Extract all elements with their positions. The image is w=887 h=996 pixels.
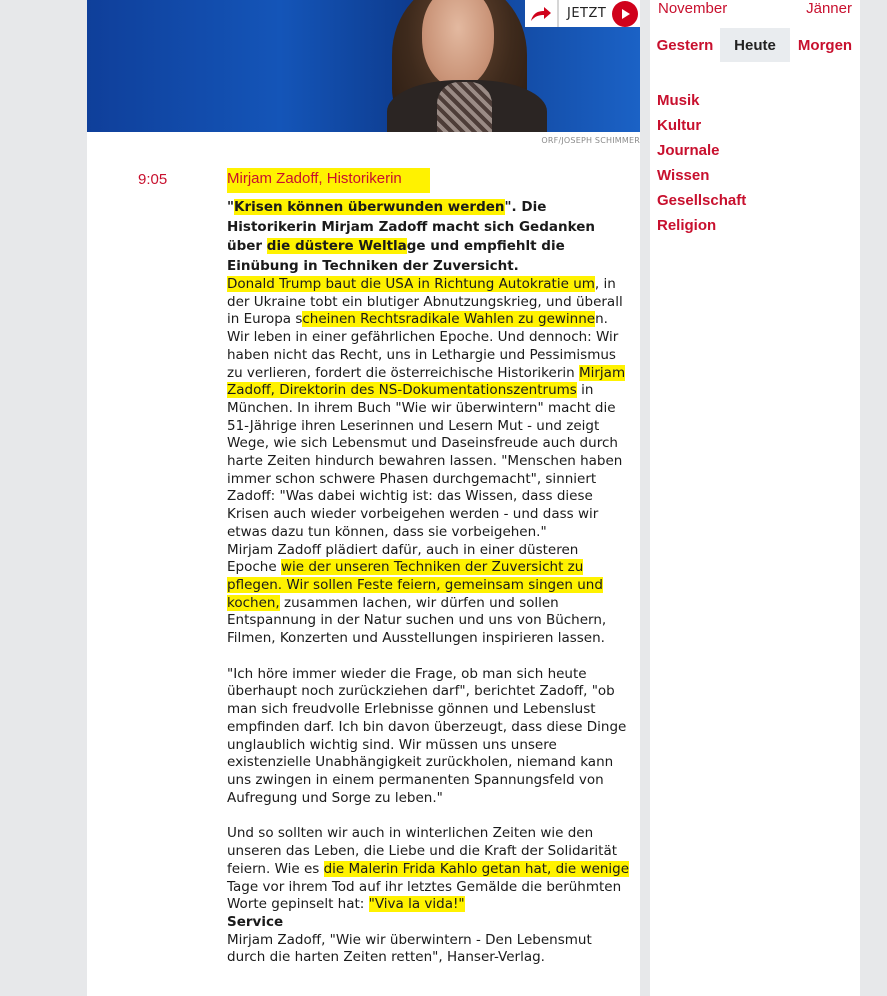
category-link-musik[interactable]: Musik <box>657 92 700 109</box>
text-highlight: Mirjam Zadoff, Direktorin des NS-Dokumentationszentrums <box>227 364 626 399</box>
article-paragraph-3: "Ich höre immer wieder die Frage, ob man sich heute überhaupt noch zurückziehen darf", berichtet Zadoff, "ob man sich freudvolle Erlebnisse gönnen und Lebenslust empfinden darf. Ich bin davon überzeugt, dass diese Dinge unglaublich wichtig sind. Wir müssen uns unsere existenzielle Unabhängigkeit zurückholen, niemand kann uns zwingen in einem permanenten Spannungsfeld von Aufregung und Sorge zu leben." <box>227 665 627 806</box>
text-highlight: die Malerin Frida Kahlo getan hat, die wenige <box>323 860 630 877</box>
hero-image <box>87 0 640 132</box>
lead-highlight: die düstere Weltla <box>266 238 407 254</box>
day-navigation <box>650 28 860 62</box>
lead-text: " <box>227 199 235 215</box>
category-list <box>657 92 746 242</box>
month-prev-link[interactable]: November <box>658 0 728 17</box>
category-link-wissen[interactable]: Wissen <box>657 167 710 184</box>
text-highlight: wie der unseren Techniken der Zuversicht zu pflegen. Wir sollen Feste feiern, gemeinsam singen und kochen, <box>227 559 603 611</box>
article-paragraph-4 <box>227 825 632 914</box>
day-next-link[interactable]: Morgen <box>797 36 853 54</box>
paragraph-gap <box>227 807 632 825</box>
article-paragraph-2 <box>227 542 632 648</box>
main-column <box>87 0 640 996</box>
live-stream-button[interactable] <box>525 0 640 27</box>
program-title-text[interactable]: Mirjam Zadoff, Historikerin <box>227 168 430 193</box>
portrait-scarf <box>437 82 492 132</box>
paragraph-text: Tage vor ihrem Tod auf ihr letztes Gemälde die berühmten Worte gepinselt hat: <box>227 878 622 913</box>
lead-text: ". Die Historikerin Mirjam Zadoff macht sich Gedanken über <box>227 199 595 254</box>
lead-highlight: Krisen können überwunden werden <box>234 199 505 215</box>
image-credit: ORF/JOSEPH SCHIMMER <box>541 136 640 145</box>
day-current-tab[interactable]: Heute <box>720 28 790 62</box>
sidebar <box>650 0 860 996</box>
paragraph-text: Und so sollten wir auch in winterlichen Zeiten wie den unseren das Leben, die Liebe und die Kraft der Solidarität feiern. Wie es <box>227 825 618 877</box>
play-icon[interactable] <box>612 1 638 27</box>
service-heading: Service <box>227 913 284 930</box>
service-text: Mirjam Zadoff, "Wie wir überwintern - Den Lebensmut durch die harten Zeiten retten", Hanser-Verlag. <box>227 931 592 966</box>
text-highlight: Donald Trump baut die USA in Richtung Autokratie um <box>227 276 595 292</box>
article-paragraph-1 <box>227 276 632 542</box>
category-link-kultur[interactable]: Kultur <box>657 117 702 134</box>
month-next-link[interactable]: Jänner <box>806 0 852 17</box>
live-label: JETZT <box>567 6 607 21</box>
text-highlight: cheinen Rechtsradikale Wahlen zu gewinne <box>302 311 596 328</box>
paragraph-text: n. Wir leben in einer gefährlichen Epoche. Und dennoch: Wir haben nicht das Recht, uns in Lethargie und Pessimismus zu verlieren, fordert die österreichische Historikerin <box>227 311 619 381</box>
paragraph-text: , in der Ukraine tobt ein blutiger Abnutzungskrieg, und überall in Europa s <box>227 276 623 328</box>
day-prev-link[interactable]: Gestern <box>656 36 714 54</box>
paragraph-text: Mirjam Zadoff plädiert dafür, auch in einer düsteren Epoche <box>227 541 579 576</box>
live-label-box[interactable] <box>559 0 640 27</box>
share-arrow-icon[interactable] <box>525 0 559 27</box>
category-link-religion[interactable]: Religion <box>657 217 717 234</box>
article-lead <box>227 198 632 276</box>
program-time: 9:05 <box>138 171 168 188</box>
text-highlight: "Viva la vida!" <box>368 896 465 913</box>
article-body <box>227 198 632 967</box>
paragraph-gap <box>227 648 632 666</box>
paragraph-text: zusammen lachen, wir dürfen und sollen Entspannung in der Natur suchen und uns von Büchern, Filmen, Konzerten und Ausstellungen inspirieren lassen. <box>227 594 607 647</box>
program-title[interactable] <box>227 170 430 187</box>
month-navigation <box>650 0 860 22</box>
category-link-journale[interactable]: Journale <box>657 142 720 159</box>
lead-text: ge und empfiehlt die Einübung in Techniken der Zuversicht. <box>227 238 565 274</box>
paragraph-text: in München. In ihrem Buch "Wie wir überwintern" macht die 51-Jährige ihren Leserinnen und Lesern Mut - und zeigt Wege, wie sich Lebensmut und Daseinsfreude auch durch harte Zeiten hindurch bewahren lassen. "Menschen haben immer schon schwere Phasen durchgemacht", sinniert Zadoff: "Was dabei wichtig ist: das Wissen, dass diese Krisen auch wieder vorbeigehen werden - und dass wir etwas dazu tun können, dass sie vorbeigehen." <box>227 382 623 540</box>
category-link-gesellschaft[interactable]: Gesellschaft <box>657 192 747 209</box>
